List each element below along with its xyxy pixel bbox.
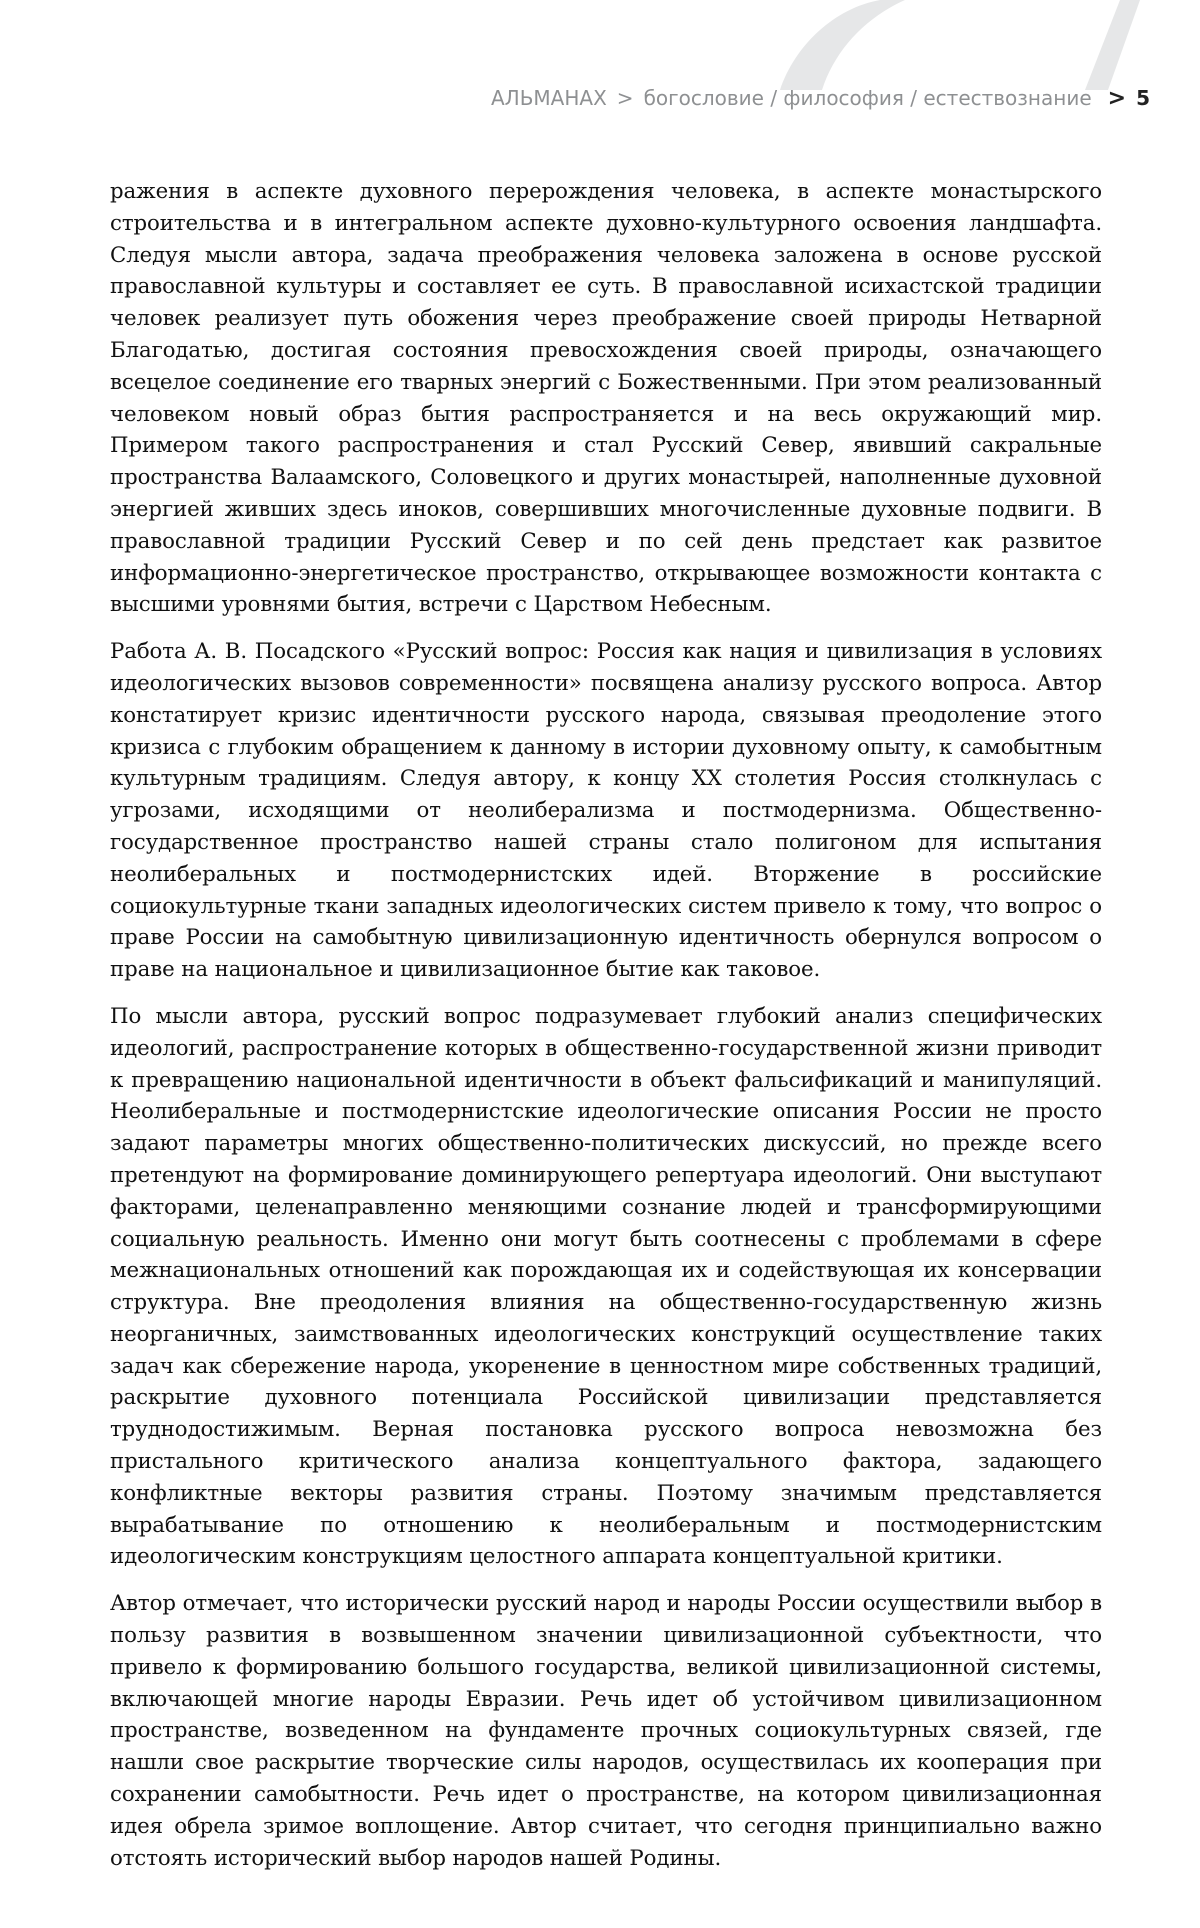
page-arrow-icon: > — [1107, 86, 1127, 111]
paragraph-2: Работа А. В. Посадского «Русский вопрос: Россия как нация и цивилизация в условиях идеологических вызовов современности» посвящена анализу русского вопроса. Автор констатирует кризис идентичности русского народа, связывая преодоление этого кризиса с глубоким обращением к данному в истории духовному опыту, к самобытным культурным традициям. Следуя автору, к концу XX столетия Россия столкнулась с угрозами, исходящими от неолиберализма и постмодернизма. Общественно-государственное пространство нашей страны стало полигоном для испытания неолиберальных и постмодернистских идей. Вторжение в российские социокультурные ткани западных идеологических систем привело к тому, что вопрос о праве России на самобытную цивилизационную идентичность обернулся вопросом о праве на национальное и цивилизационное бытие как таковое. — [110, 639, 1102, 983]
almanac-label: АЛЬМАНАХ — [490, 86, 607, 110]
decorative-arc — [780, 0, 905, 90]
article-body — [110, 176, 1102, 1889]
topics-label: богословие / философия / естествознание — [643, 86, 1092, 110]
paragraph-4: Автор отмечает, что исторически русский народ и народы России осуществили выбор в пользу развития в возвышенном значении цивилизационной субъектности, что привело к формированию большого государства, великой цивилизационной системы, включающей многие народы Евразии. Речь идет об устойчивом цивилизационном пространстве, возведенном на фундаменте прочных социокультурных связей, где нашли свое раскрытие творческие силы народов, осуществилась их кооперация при сохранении самобытности. Речь идет о пространстве, на котором цивилизационная идея обрела зримое воплощение. Автор считает, что сегодня принципиально важно отстоять исторический выбор народов нашей Родины. — [110, 1591, 1102, 1871]
decorative-stroke — [1085, 0, 1140, 90]
header-decoration — [0, 0, 1200, 90]
page-number: 5 — [1136, 86, 1150, 110]
paragraph-1: ражения в аспекте духовного перерождения человека, в аспекте монастырского строительства и в интегральном аспекте духовно-культурного освоения ландшафта. Следуя мысли автора, задача преображения человека заложена в основе русской православной культуры и составляет ее суть. В православной исихастской традиции человек реализует путь обожения через преображение своей природы Нетварной Благодатью, достигая состояния превосхождения своей природы, означающего всецелое соединение его тварных энергий с Божественными. При этом реализованный человеком новый образ бытия распространяется и на весь окружающий мир. Примером такого распространения и стал Русский Север, явивший сакральные пространства Валаамского, Соловецкого и других монастырей, наполненные духовной энергией живших здесь иноков, совершивших многочисленные духовные подвиги. В православной традиции Русский Север и по сей день предстает как развитое информационно-энергетическое пространство, открывающее возможности контакта с высшими уровнями бытия, встречи с Царством Небесным. — [110, 179, 1102, 618]
paragraph-3: По мысли автора, русский вопрос подразумевает глубокий анализ специфических идеологий, распространение которых в общественно-государственной жизни приводит к превращению национальной идентичности в объект фальсификаций и манипуляций. Неолиберальные и постмодернистские идеологические описания России не просто задают параметры многих общественно-политических дискуссий, но прежде всего претендуют на формирование доминирующего репертуара идеологий. Они выступают факторами, целенаправленно меняющими сознание людей и трансформирующими социальную реальность. Именно они могут быть соотнесены с проблемами в сфере межнациональных отношений как порождающая их и содействующая их консервации структура. Вне преодоления влияния на общественно-государственную жизнь неорганичных, заимствованных идеологических конструкций осуществление таких задач как сбережение народа, укоренение в ценностном мире собственных традиций, раскрытие духовного потенциала Российской цивилизации представляется труднодостижимым. Верная постановка русского вопроса невозможна без пристального критического анализа концептуального фактора, задающего конфликтные векторы развития страны. Поэтому значимым представляется вырабатывание по отношению к неолиберальным и постмодернистским идеологическим конструкциям целостного аппарата концептуальной критики. — [110, 1003, 1102, 1570]
breadcrumb-separator: > — [616, 86, 634, 110]
running-header — [491, 86, 1150, 111]
